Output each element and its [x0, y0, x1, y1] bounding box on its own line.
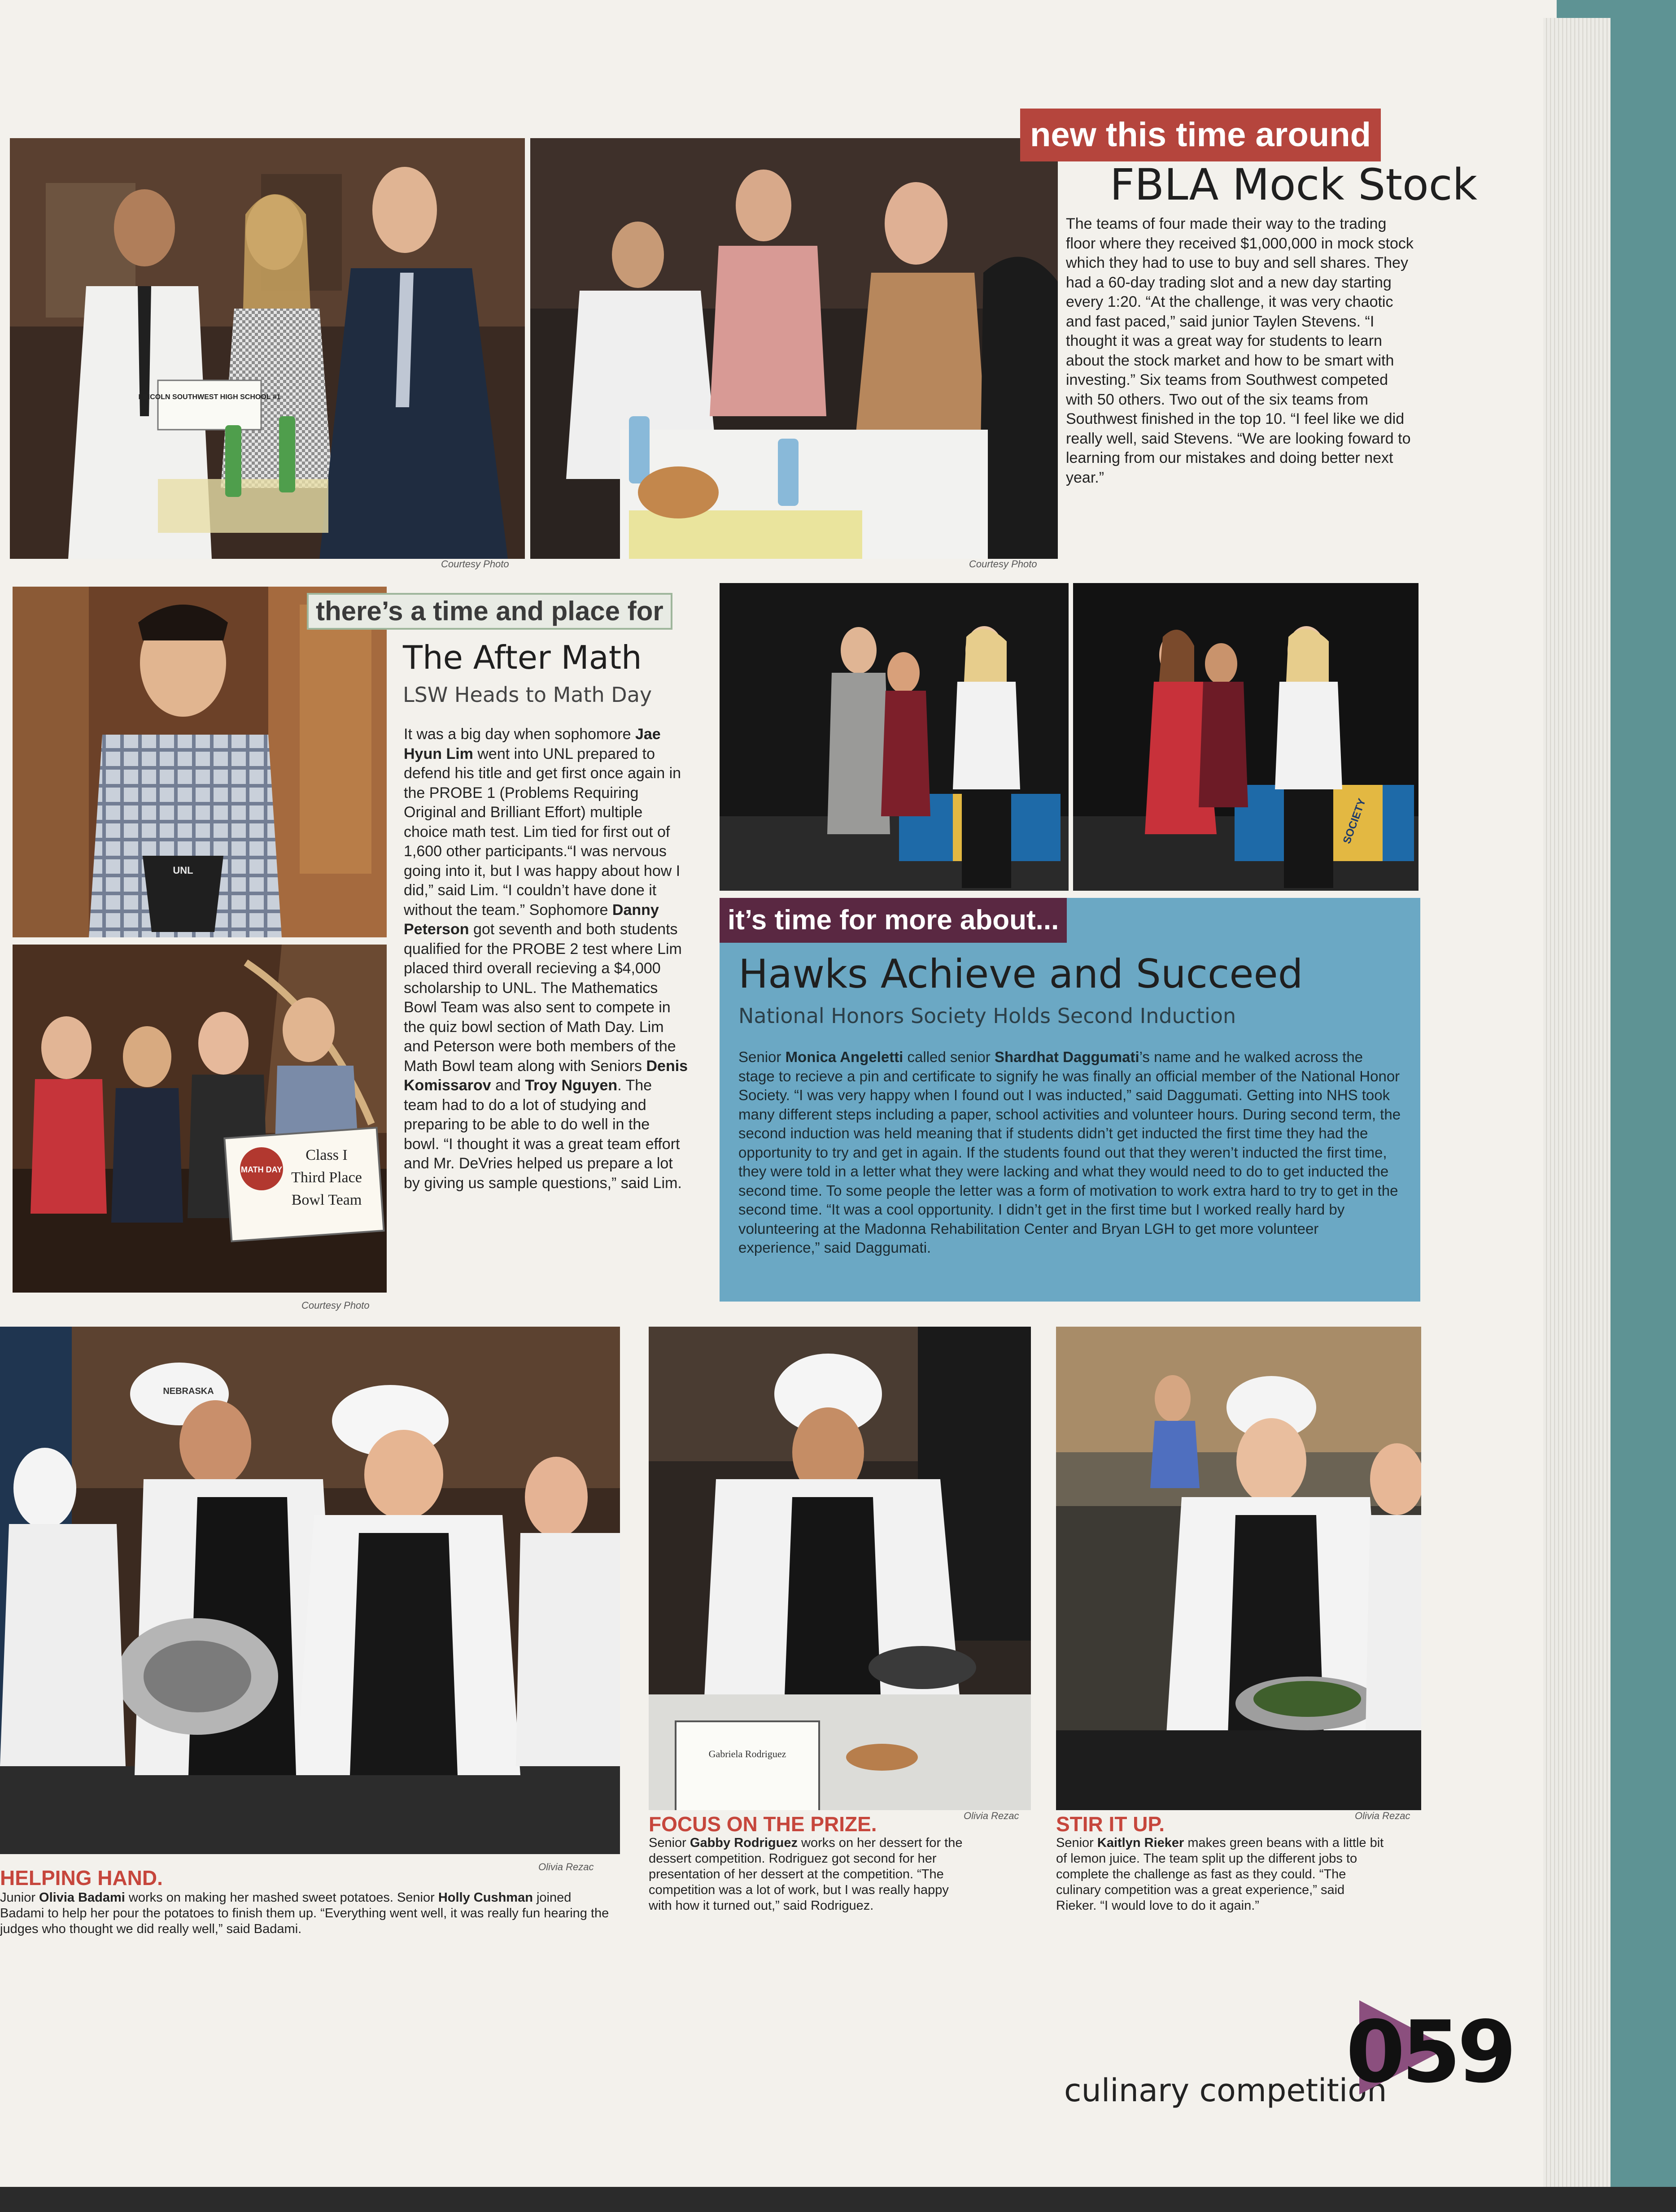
caption3-text-a: makes green beans with a little bit of lemon juice. The team split up the different jobs to complete the challenge as fast as they could. “The culinary competition was a great experience,” said Rieker. “I would love to do it again.” — [1056, 1836, 1384, 1913]
nhs-photo-induction-1 — [720, 583, 1069, 891]
student-name-monica-angeletti: Monica Angeletti — [785, 1049, 903, 1065]
caption-stir-text — [1056, 1835, 1388, 1914]
fbla-badge-text: LINCOLN SOUTHWEST HIGH SCHOOL #1 — [138, 393, 281, 401]
nhs-kicker: it’s time for more about... — [720, 898, 1067, 943]
math-body-part-b: got seventh and both students qualified for the PROBE 2 test where Lim placed third overall recieving a $4,000 scholarship to UNL. The Mathematics Bowl Team was also sent to compete in the quiz bowl section of Math Day. Lim and Peterson were both members of the Math Bowl team along with Seniors — [404, 921, 682, 1075]
caption1-intro: Junior — [0, 1890, 39, 1905]
math-headline: The After Math — [403, 639, 642, 676]
sign-line-3: Bowl Team — [291, 1192, 362, 1208]
caption-focus-text — [649, 1835, 970, 1914]
math-subhead: LSW Heads to Math Day — [403, 683, 652, 707]
math-photo-credit: Courtesy Photo — [301, 1300, 370, 1311]
culinary-photo-focus-on-prize — [649, 1327, 1031, 1810]
math-photo-jae-hyun-lim — [13, 587, 387, 937]
nhs-photo-induction-2 — [1073, 583, 1418, 891]
student-name-shardhat-daggumati: Shardhat Daggumati — [994, 1049, 1139, 1065]
math-day-logo: MATH DAY — [240, 1165, 283, 1174]
caption2-intro: Senior — [649, 1836, 690, 1850]
caption-helping-hand-text — [0, 1890, 613, 1937]
caption-focus-title: FOCUS ON THE PRIZE. — [649, 1812, 877, 1836]
math-kicker: there’s a time and place for — [307, 593, 672, 630]
math-body — [404, 725, 689, 1193]
student-name-kaitlyn-rieker: Kaitlyn Rieker — [1097, 1836, 1184, 1850]
nhs-body-part-a: called senior — [903, 1049, 995, 1065]
fbla-body: The teams of four made their way to the trading floor where they received $1,000,000 in mock stock which they had to use to buy and sell shares. They had a 60-day trading slot and a new day starting every 1:20. “At the challenge, it was very chaotic and fast paced,” said junior Taylen Stevens. “I thought it was a great way for students to learn about the stock market and how to be smart with investing.” Six teams from Southwest competed with 50 others. Two out of the six teams from Southwest finished in the top 10. “I feel like we did really well, said Stevens. “We are looking foward to learning from our mistakes and doing better next year.” — [1066, 215, 1414, 486]
student-name-holly-cushman: Holly Cushman — [438, 1890, 533, 1905]
student-name-olivia-badami: Olivia Badami — [39, 1890, 125, 1905]
caption-stir-credit: Olivia Rezac — [1355, 1810, 1410, 1821]
chef-hat-text: NEBRASKA — [163, 1386, 214, 1396]
caption1-text-b: joined Badami to help her pour the potatoes to finish them up. “Everything went well, it was really fun hearing the judges who thought we did really well,” said Badami. — [0, 1890, 609, 1936]
caption3-intro: Senior — [1056, 1836, 1097, 1850]
caption-focus-credit: Olivia Rezac — [964, 1810, 1019, 1821]
caption-helping-hand-credit: Olivia Rezac — [538, 1861, 594, 1872]
book-spine-shadow — [0, 2187, 1676, 2212]
culinary-photo-stir-it-up — [1056, 1327, 1421, 1810]
page-edge-stack — [1543, 18, 1611, 2212]
culinary-photo-helping-hand — [0, 1327, 620, 1854]
sign-line-2: Third Place — [291, 1169, 362, 1186]
page-number: 059 — [1346, 2003, 1513, 2102]
fbla-headline: FBLA Mock Stock — [1110, 160, 1478, 210]
caption2-text-a: works on her dessert for the dessert competition. Rodriguez got second for her presentation of her dessert at the competition. “The competition was a lot of work, but I was really happy with how it turned out,” said Rodriguez. — [649, 1836, 963, 1913]
caption1-text-a: works on making her mashed sweet potatoes. Senior — [125, 1890, 438, 1905]
fbla-photo2-credit: Courtesy Photo — [969, 558, 1037, 570]
nhs-banner-text-2: SOCIETY — [1340, 797, 1369, 845]
nhs-body-intro: Senior — [738, 1049, 786, 1065]
nhs-body — [738, 1048, 1402, 1258]
nhs-subhead: National Honors Society Holds Second Induction — [738, 1004, 1236, 1028]
nhs-body-part-b: ’s name and he walked across the stage to recieve a pin and certificate to signify he was finally an official member of the National Honor Society. “I was very happy when I found out I was inducted,” said Daggumati. Getting into NHS took many different steps including a paper, school activities and volunteer hours. During second term, the second induction was held meaning that if students didn’t get inducted the first time they had the opportunity to try and get in again. If the students found out that they weren’t inducted the first time, they were told in a letter what they were lacking and what they would need to do to get inducted the second time. To some people the letter was a form of motivation to work extra hard to try to get in the second time. “It was a cool opportunity. I didn’t get in the first time but I worked really hard by volunteering at the Madonna Rehabilitation Center and Bryan LGH to get more volunteer experience,” said Daggumati. — [738, 1049, 1401, 1256]
fbla-photo-students-watching — [10, 138, 525, 559]
fbla-kicker: new this time around — [1020, 109, 1381, 161]
math-body-intro: It was a big day when sophomore — [404, 726, 635, 743]
sign-line-1: Class I — [306, 1147, 348, 1163]
fbla-photo-stock-trading — [530, 138, 1058, 559]
caption-helping-hand-title: HELPING HAND. — [0, 1866, 163, 1890]
math-photo-bowl-team — [13, 945, 387, 1293]
student-name-gabby-rodriguez: Gabby Rodriguez — [690, 1836, 798, 1850]
fbla-photo1-credit: Courtesy Photo — [441, 558, 509, 570]
student-name-denis-komissarov: Denis Komissarov — [404, 1057, 688, 1094]
student-name-jae-hyun-lim: Jae Hyun Lim — [404, 726, 661, 762]
caption-stir-title: STIR IT UP. — [1056, 1812, 1165, 1836]
math-body-part-c: and — [491, 1077, 525, 1094]
place-card-text: Gabriela Rodriguez — [708, 1748, 786, 1759]
nhs-headline: Hawks Achieve and Succeed — [738, 951, 1303, 997]
math-body-part-d: . The team had to do a lot of studying and preparing to be able to do well in the bowl. “I thought it was a great team effort and Mr. DeVries helped us prepare a lot by giving us sample questions,” said Lim. — [404, 1077, 682, 1192]
student-name-danny-peterson: Danny Peterson — [404, 901, 659, 938]
student-name-troy-nguyen: Troy Nguyen — [525, 1077, 618, 1094]
math-body-part-a: went into UNL prepared to defend his title and get first once again in the PROBE 1 (Problems Requiring Original and Brilliant Effort) multiple choice math test. Lim tied for first out of 1,600 other participants.“I was nervous going into it, but I was happy about how I did,” said Lim. “I couldn’t have done it without the team.” Sophomore — [404, 745, 681, 919]
plaque-text: UNL — [173, 865, 193, 876]
section-name: culinary competition — [1064, 2072, 1387, 2109]
